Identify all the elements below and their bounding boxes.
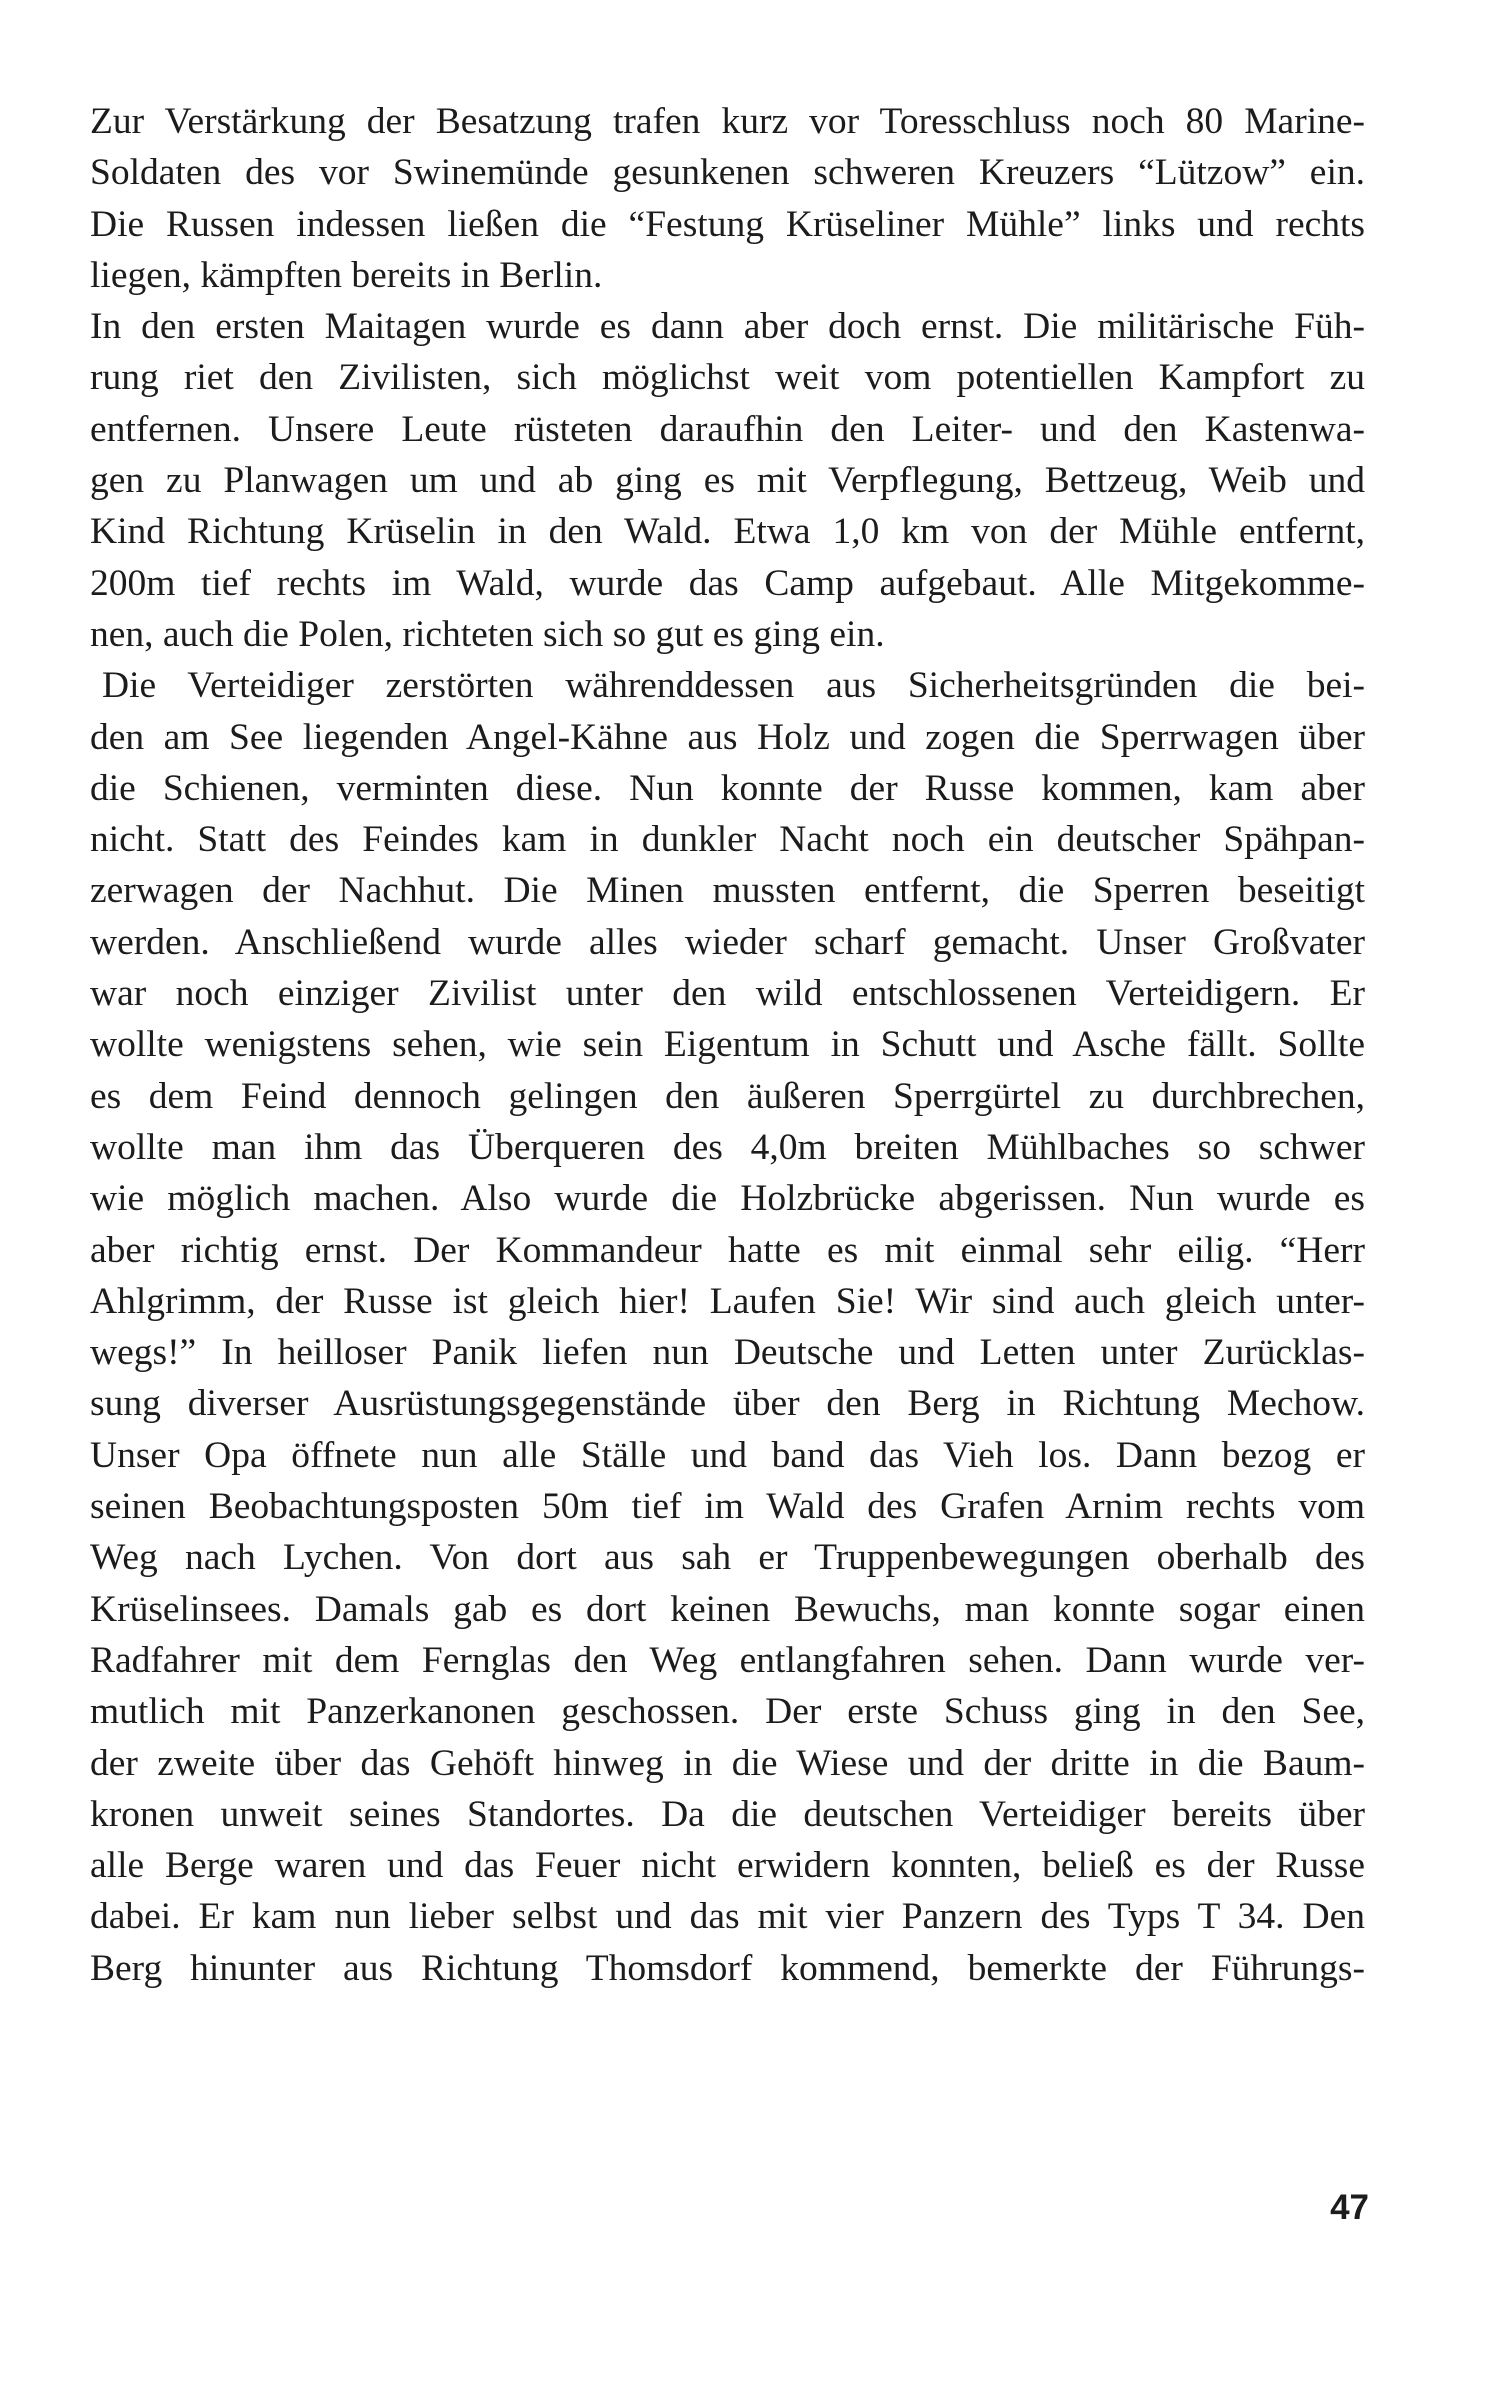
text-line: alle Berge waren und das Feuer nicht erwidern konnten, beließ es der Russe (90, 1845, 1365, 1887)
text-line: Berg hinunter aus Richtung Thomsdorf kommend, bemerkte der Führungs- (90, 1947, 1365, 1989)
text-line: nicht. Statt des Feindes kam in dunkler Nacht noch ein deutscher Spähpan- (90, 819, 1365, 861)
text-line: gen zu Planwagen um und ab ging es mit Verpflegung, Bettzeug, Weib und (90, 460, 1365, 502)
text-line: 200m tief rechts im Wald, wurde das Camp aufgebaut. Alle Mitgekomme- (90, 562, 1365, 604)
text-line: Weg nach Lychen. Von dort aus sah er Truppenbewegungen oberhalb des (90, 1537, 1365, 1579)
text-line: Krüselinsees. Damals gab es dort keinen Bewuchs, man konnte sogar einen (90, 1588, 1365, 1630)
text-line: Zur Verstärkung der Besatzung trafen kurz vor Toresschluss noch 80 Marine- (90, 101, 1365, 142)
text-line: liegen, kämpften bereits in Berlin. (90, 254, 603, 296)
text-line: werden. Anschließend wurde alles wieder scharf gemacht. Unser Großvater (90, 921, 1365, 963)
text-line: entfernen. Unsere Leute rüsteten daraufhin den Leiter- und den Kastenwa- (90, 408, 1365, 450)
text-line: war noch einziger Zivilist unter den wild entschlossenen Verteidigern. Er (90, 973, 1365, 1015)
text-line: kronen unweit seines Standortes. Da die deutschen Verteidiger bereits über (90, 1793, 1365, 1835)
page-body-text (90, 96, 1365, 1994)
text-line: nen, auch die Polen, richteten sich so gut es ging ein. (90, 613, 885, 655)
text-line: mutlich mit Panzerkanonen geschossen. Der erste Schuss ging in den See, (90, 1691, 1365, 1733)
text-line: Ahlgrimm, der Russe ist gleich hier! Laufen Sie! Wir sind auch gleich unter- (90, 1280, 1365, 1322)
text-line: Kind Richtung Krüselin in den Wald. Etwa 1,0 km von der Mühle entfernt, (90, 511, 1365, 553)
text-line: wollte man ihm das Überqueren des 4,0m breiten Mühlbaches so schwer (90, 1126, 1365, 1168)
text-line: rung riet den Zivilisten, sich möglichst weit vom potentiellen Kampfort zu (90, 357, 1365, 399)
text-line: Die Verteidiger zerstörten währenddessen aus Sicherheitsgründen die bei- (102, 665, 1365, 707)
text-line: Soldaten des vor Swinemünde gesunkenen schweren Kreuzers “Lützow” ein. (90, 152, 1365, 194)
text-line: die Schienen, verminten diese. Nun konnte der Russe kommen, kam aber (90, 767, 1365, 809)
text-line: Radfahrer mit dem Fernglas den Weg entlangfahren sehen. Dann wurde ver- (90, 1639, 1365, 1681)
text-line: wegs!” In heilloser Panik liefen nun Deutsche und Letten unter Zurücklas- (90, 1332, 1365, 1374)
text-line: wie möglich machen. Also wurde die Holzbrücke abgerissen. Nun wurde es (90, 1178, 1365, 1220)
page-number: 47 (1330, 2188, 1369, 2227)
text-line: seinen Beobachtungsposten 50m tief im Wald des Grafen Arnim rechts vom (90, 1486, 1365, 1528)
text-line: den am See liegenden Angel-Kähne aus Holz und zogen die Sperrwagen über (90, 716, 1365, 758)
text-line: Unser Opa öffnete nun alle Ställe und band das Vieh los. Dann bezog er (90, 1434, 1365, 1476)
text-line: es dem Feind dennoch gelingen den äußeren Sperrgürtel zu durchbrechen, (90, 1075, 1365, 1117)
text-line: Die Russen indessen ließen die “Festung Krüseliner Mühle” links und rechts (90, 203, 1365, 245)
text-line: In den ersten Maitagen wurde es dann aber doch ernst. Die militärische Füh- (90, 306, 1365, 348)
text-line: aber richtig ernst. Der Kommandeur hatte es mit einmal sehr eilig. “Herr (90, 1229, 1365, 1271)
text-line: dabei. Er kam nun lieber selbst und das mit vier Panzern des Typs T 34. Den (90, 1896, 1365, 1938)
text-line: sung diverser Ausrüstungsgegenstände über den Berg in Richtung Mechow. (90, 1383, 1365, 1425)
text-line: wollte wenigstens sehen, wie sein Eigentum in Schutt und Asche fällt. Sollte (90, 1024, 1365, 1066)
text-line: zerwagen der Nachhut. Die Minen mussten entfernt, die Sperren beseitigt (90, 870, 1365, 912)
text-line: der zweite über das Gehöft hinweg in die Wiese und der dritte in die Baum- (90, 1742, 1365, 1784)
